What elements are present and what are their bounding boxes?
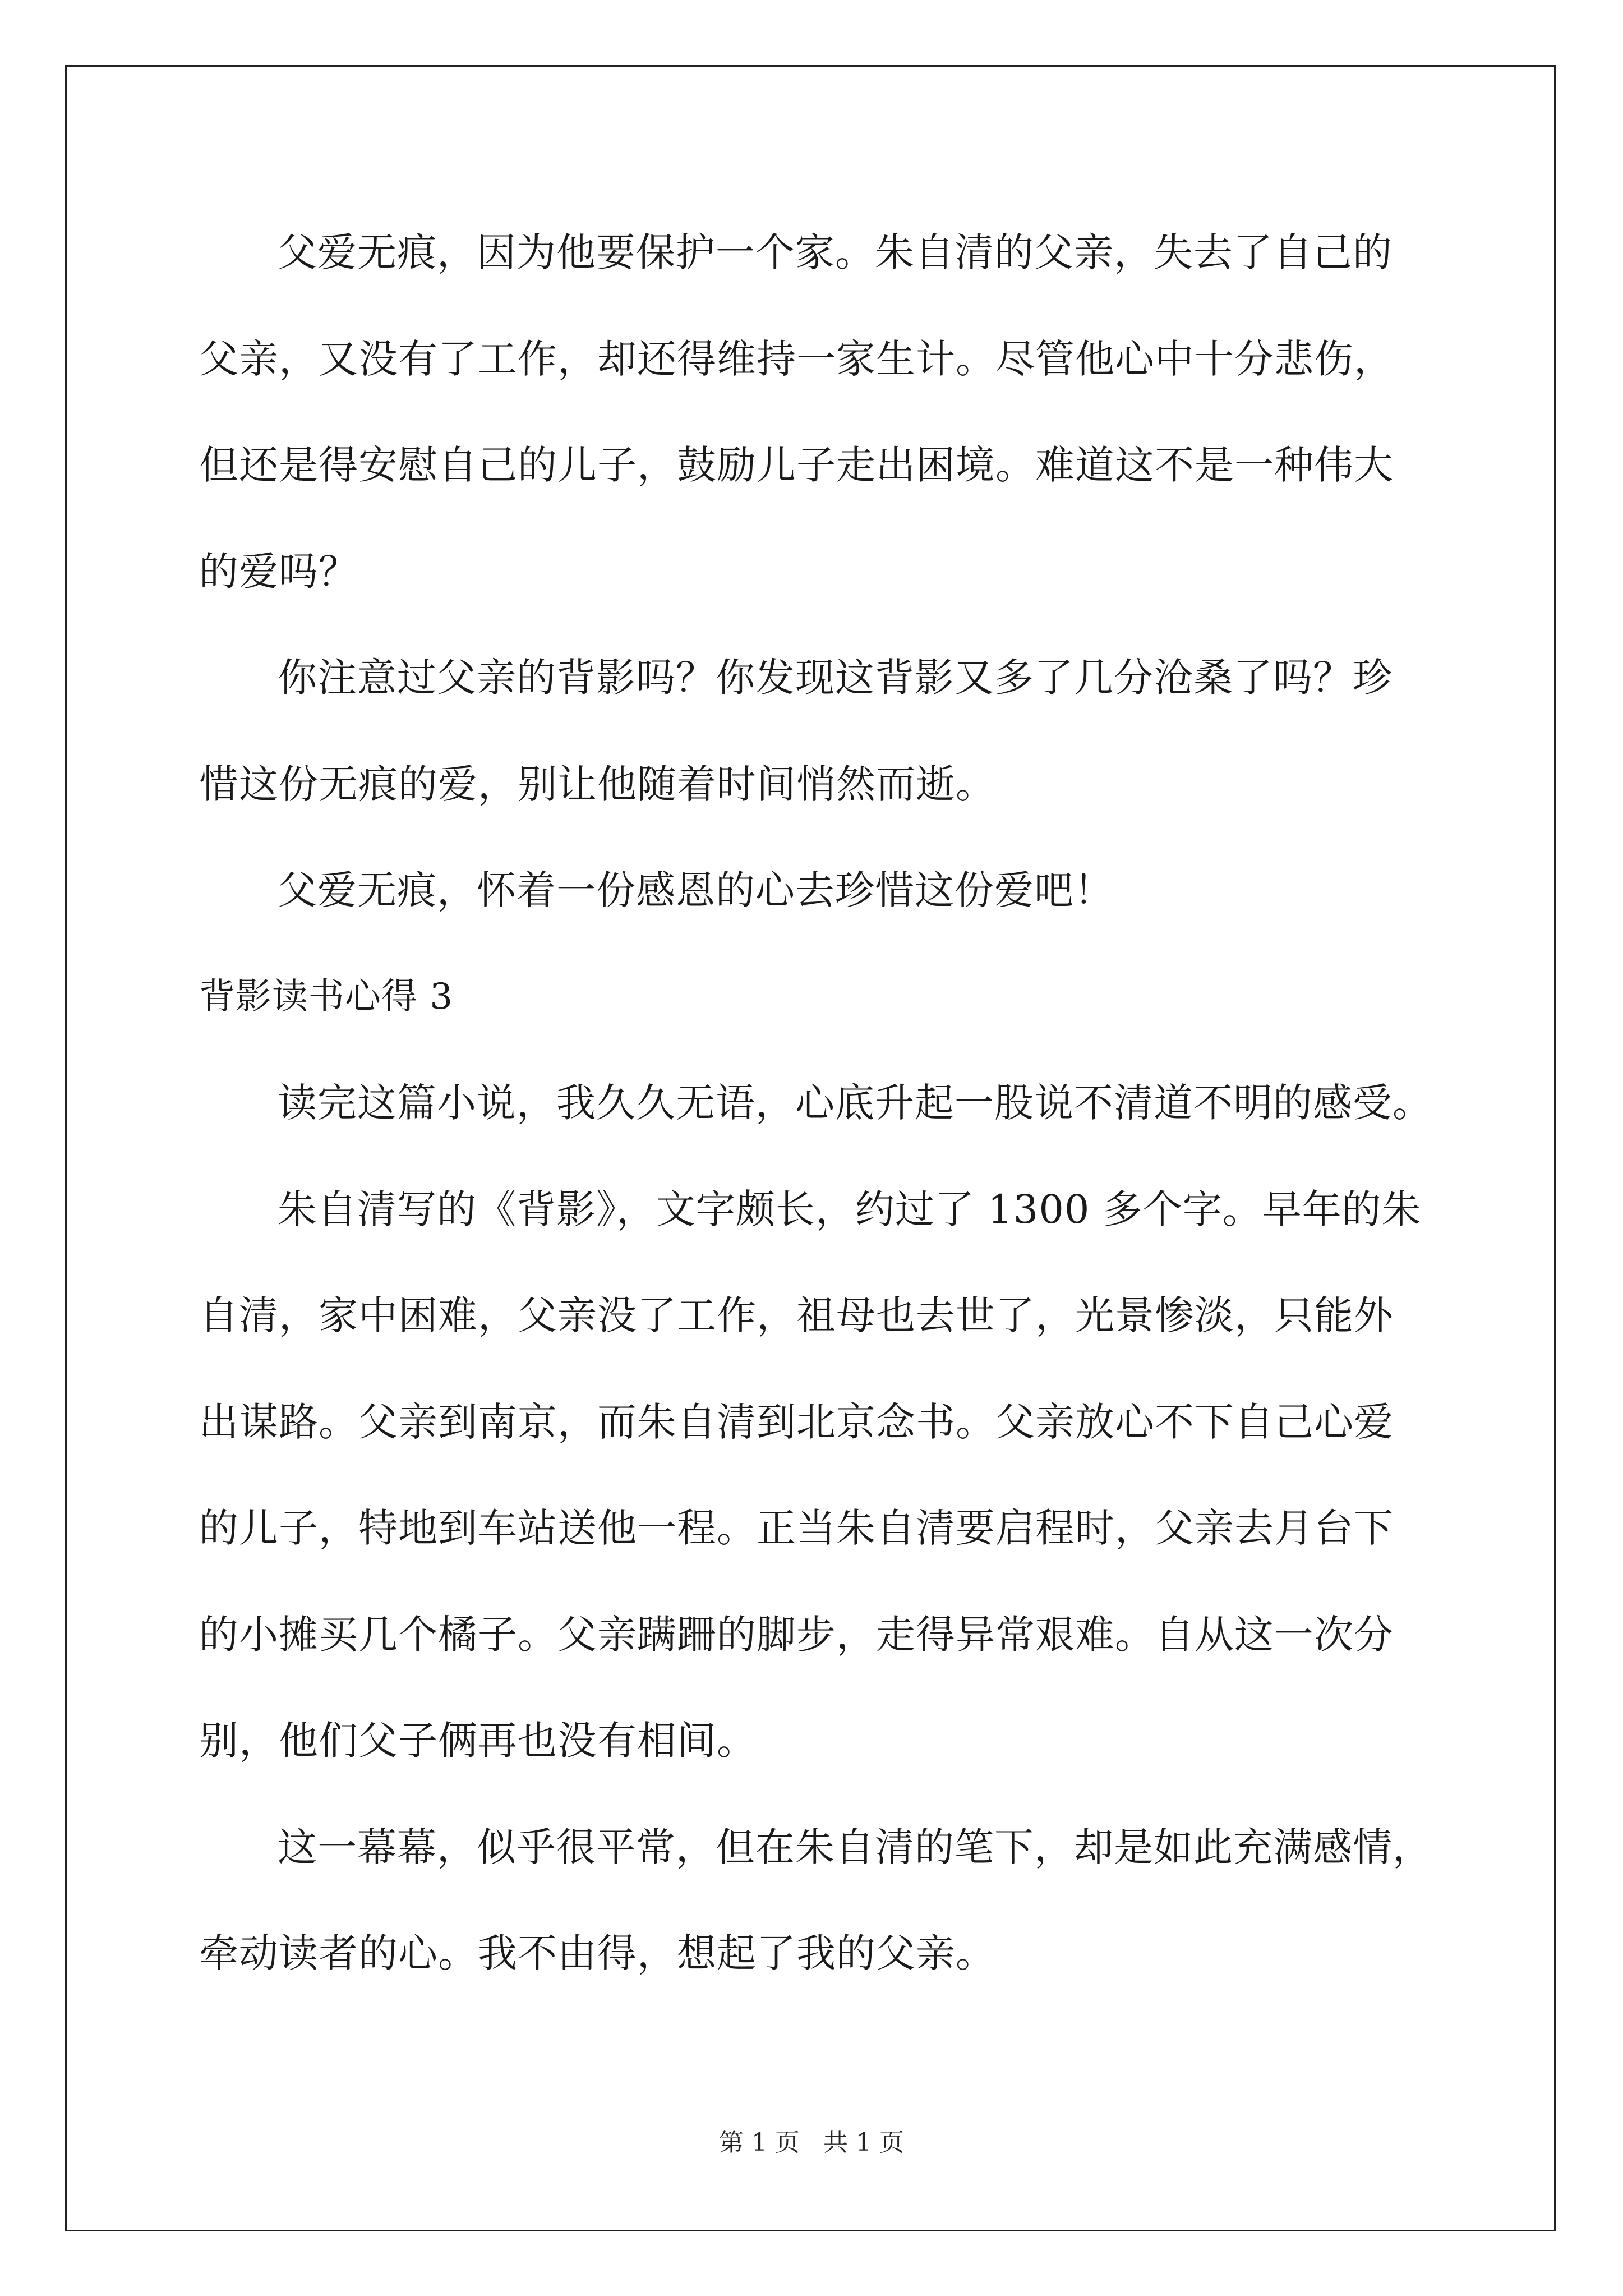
paragraph-line: 这一幕幕，似乎很平常，但在朱自清的笔下，却是如此充满感情， xyxy=(278,1824,1432,1870)
paragraph-line: 朱自清写的《背影》，文字颇长，约过了 1300 多个字。早年的朱 xyxy=(278,1186,1422,1232)
paragraph-line: 但还是得安慰自己的儿子，鼓励儿子走出困境。难道这不是一种伟大 xyxy=(199,442,1394,488)
paragraph-line: 父爱无痕，怀着一份感恩的心去珍惜这份爱吧！ xyxy=(278,867,1114,913)
page-footer: 第 1 页 共 1 页 xyxy=(719,2128,904,2157)
paragraph-line: 父爱无痕，因为他要保护一个家。朱自清的父亲，失去了自己的 xyxy=(278,229,1393,275)
paragraph-line: 父亲，又没有了工作，却还得维持一家生计。尽管他心中十分悲伤， xyxy=(199,335,1394,382)
paragraph-line: 牵动读者的心。我不由得，想起了我的父亲。 xyxy=(199,1930,995,1976)
paragraph-line: 读完这篇小说，我久久无语，心底升起一股说不清道不明的感受。 xyxy=(278,1080,1432,1126)
paragraph-line: 别，他们父子俩再也没有相间。 xyxy=(199,1718,757,1764)
paragraph-line: 的小摊买几个橘子。父亲蹒跚的脚步，走得异常艰难。自从这一次分 xyxy=(199,1611,1394,1658)
paragraph-line: 的儿子，特地到车站送他一程。正当朱自清要启程时，父亲去月台下 xyxy=(199,1505,1394,1551)
paragraph-line: 你注意过父亲的背影吗？你发现这背影又多了几分沧桑了吗？珍 xyxy=(278,655,1393,701)
section-heading: 背影读书心得 3 xyxy=(199,976,454,1018)
paragraph-line: 的爱吗？ xyxy=(199,548,358,595)
paragraph-line: 出谋路。父亲到南京，而朱自清到北京念书。父亲放心不下自己心爱 xyxy=(199,1398,1394,1445)
paragraph-line: 自清，家中困难，父亲没了工作，祖母也去世了，光景惨淡，只能外 xyxy=(199,1292,1394,1338)
paragraph-line: 惜这份无痕的爱，别让他随着时间悄然而逝。 xyxy=(199,761,995,807)
